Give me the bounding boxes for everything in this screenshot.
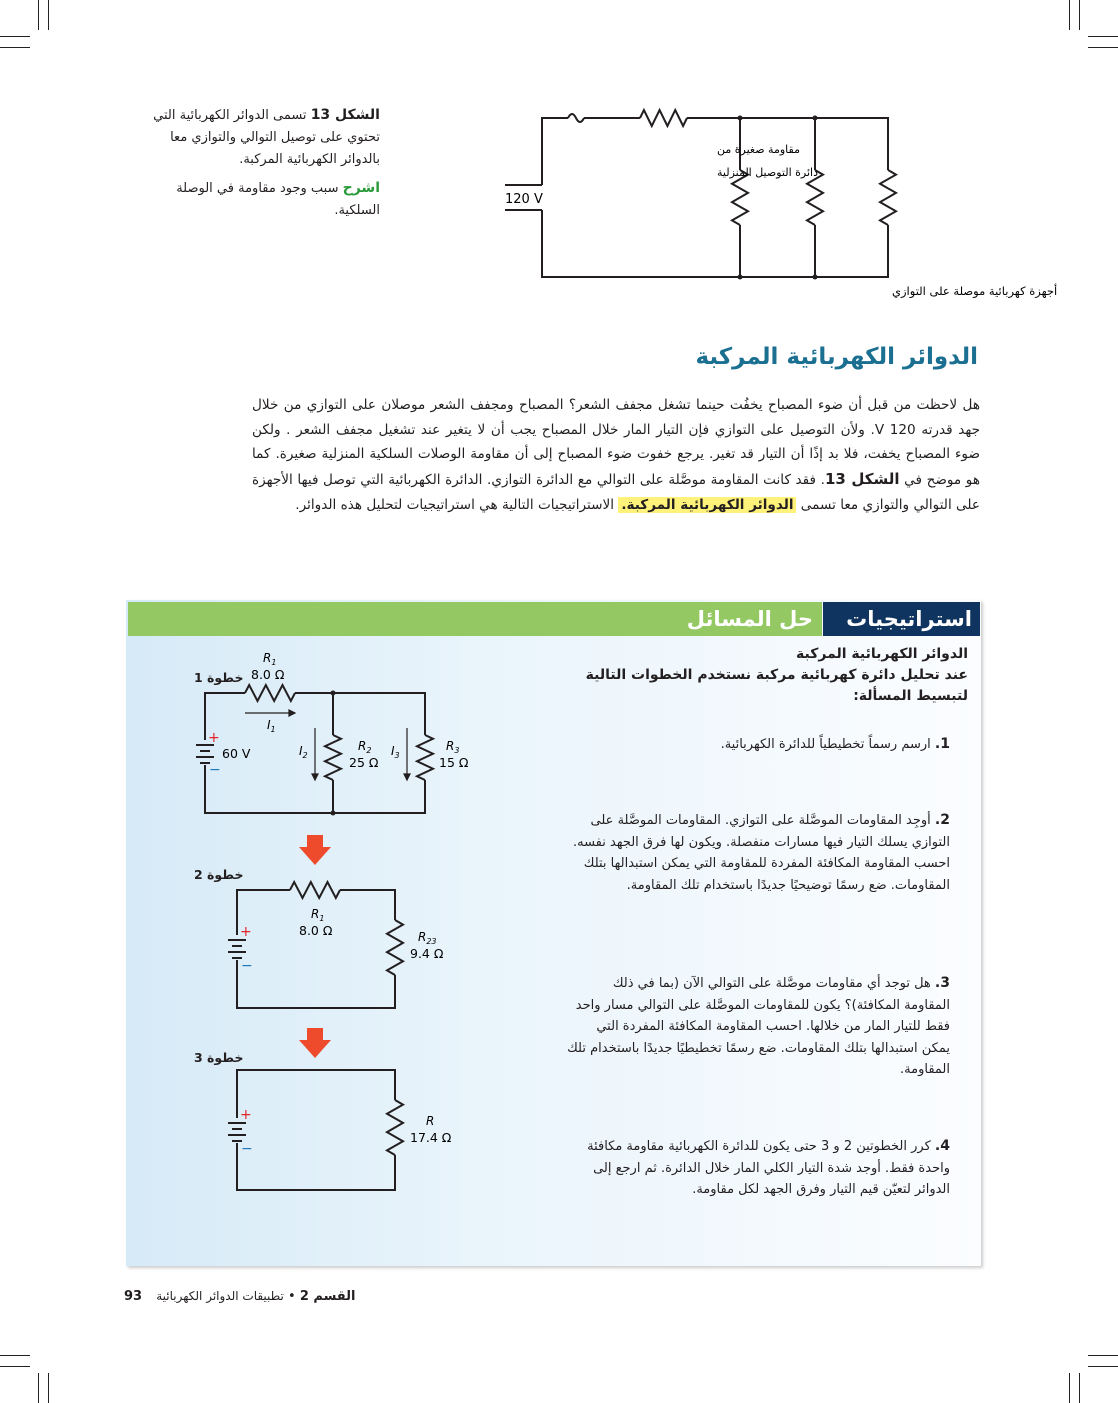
minus-sign: − <box>241 1141 253 1157</box>
battery-icon <box>196 745 214 763</box>
figure-reference: الشكل 13 <box>824 470 900 489</box>
down-arrow-icon <box>299 835 331 865</box>
explain-label: اشرح <box>342 180 380 196</box>
voltage-label: 120 V <box>505 192 543 207</box>
paragraph-text: هل لاحظت من قبل أن ضوء المصباح يخفُت حينما تشغل مجفف الشعر؟ المصباح ومجفف الشعر موصلان على التوازي من خلال جهد قدرته 120 V. ولأن التوصيل على التوازي فإن التيار المار خلال المصباح يجب أن لا يتغير عند تشغيل مجفف الشعر . ولكن ضوء المصباح يخفت، فلا بد إذًا أن التيار قد تغير. يرجع خفوت ضوء المصباح إلى أن مقاومة الوصلات السلكية المنزلية صغيرة. كما هو موضح في <box>252 397 981 489</box>
r3-value: 15 Ω <box>439 755 469 770</box>
resistor-r3-icon <box>417 735 433 780</box>
step3-circuit <box>228 1070 403 1190</box>
i2-symbol: $I_2$ <box>299 744 308 760</box>
i3-symbol: $I_3$ <box>391 744 400 760</box>
wire-resistance-label: دائرة التوصيل المنزلية <box>717 166 818 179</box>
strategies-title: الدوائر الكهربائية المركبة <box>796 646 968 662</box>
paragraph-text: . فقد كانت المقاومة موصَّلة على التوالي مع الدائرة التوازي. الدائرة الكهربائية التي توصل فيها الأجهزة على التوالي والتوازي معا تسمى <box>252 472 980 513</box>
resistor-r-icon <box>387 1100 403 1155</box>
r1-symbol: $R_1$ <box>311 907 325 923</box>
step-number: 2. <box>934 812 950 828</box>
i1-symbol: $I_1$ <box>267 718 276 734</box>
step-number: 3. <box>934 975 950 991</box>
r2-value: 25 Ω <box>349 755 379 770</box>
page-number: 93 <box>124 1289 143 1304</box>
step-text: هل توجد أي مقاومات موصَّلة على التوالي الآن (بما في ذلك المقاومة المكافئة)؟ يكون للمقاومات الموصَّلة على التوالي مسار واحد فقط للتيار المار من خلالها. احسب المقاومة المكافئة المفردة التي يمكن استبدالها بتلك المقاومات. ضع رسمًا تخطيطيًا جديدًا باستخدام تلك المقاومة. <box>567 976 950 1077</box>
step-number: 4. <box>934 1138 950 1154</box>
r-symbol: R <box>426 1114 435 1128</box>
step-number: 1. <box>934 736 950 752</box>
r23-symbol: $R_{23}$ <box>418 930 437 946</box>
band-title-strategies: استراتيجيات <box>846 607 972 631</box>
r1-symbol: $R_1$ <box>263 651 277 667</box>
resistor-r2-icon <box>325 735 341 780</box>
step2-label: خطوة 2 <box>194 867 244 882</box>
paragraph-text: الاستراتيجيات التالية هي استراتيجيات لتحليل هذه الدوائر. <box>295 496 619 513</box>
plus-sign: + <box>240 1107 252 1123</box>
band-title-problem-solving: حل المسائل <box>686 607 813 631</box>
resistor-r1-icon <box>290 882 340 898</box>
step2-circuit <box>228 882 403 1008</box>
strategies-intro: عند تحليل دائرة كهربائية مركبة نستخدم الخطوات التالية لتبسيط المسألة: <box>585 667 968 704</box>
step1-label: خطوة 1 <box>194 670 244 685</box>
step3-label: خطوة 3 <box>194 1050 244 1065</box>
r3-symbol: $R_3$ <box>446 739 460 755</box>
footer-bullet: • <box>288 1289 296 1304</box>
battery-voltage: 60 V <box>222 746 251 761</box>
resistor-r1-icon <box>245 685 295 701</box>
step-text: ارسم رسماً تخطيطياً للدائرة الكهربائية. <box>720 737 935 752</box>
battery-icon <box>228 1123 246 1141</box>
down-arrow-icon <box>299 1028 331 1058</box>
page-footer <box>124 1289 356 1304</box>
key-term-highlight: الدوائر الكهربائية المركبة. <box>618 497 796 513</box>
section-title: الدوائر الكهربائية المركبة <box>695 344 978 370</box>
step-text: كرر الخطوتين 2 و 3 حتى يكون للدائرة الكهربائية مقاومة مكافئة واحدة فقط. أوجد شدة التيار الكلي المار خلال الدائرة. ثم ارجع إلى الدوائر لتعيّن قيم التيار وفرق الجهد لكل مقاومة. <box>587 1139 950 1197</box>
resistor-r23-icon <box>387 920 403 975</box>
caption-body: تسمى الدوائر الكهربائية التي تحتوي على توصيل التوالي والتوازي معا بالدوائر الكهربائية المركبة. <box>153 108 380 167</box>
plus-sign: + <box>240 924 252 940</box>
r2-symbol: $R_2$ <box>358 739 372 755</box>
minus-sign: − <box>241 958 253 974</box>
step-text: أوجِد المقاومات الموصَّلة على التوازي. المقاومات الموصَّلة على التوازي يسلك التيار فيها مسارات منفصلة. ويكون لها فرق الجهد نفسه. احسب المقاومة المكافئة المفردة للمقاومة التي يمكن استبدالها بتلك المقاومات. ضع رسمًا توضيحيًا جديدًا باستخدام تلك المقاومة. <box>572 813 950 893</box>
footer-chapter: تطبيقات الدوائر الكهربائية <box>156 1289 284 1303</box>
footer-section: القسم 2 <box>299 1289 356 1304</box>
caption-label: الشكل 13 <box>310 107 380 123</box>
minus-sign: − <box>209 762 221 778</box>
r-value: 17.4 Ω <box>410 1130 452 1145</box>
parallel-devices-label: أجهزة كهربائية موصلة على التوازي <box>892 284 1058 298</box>
plus-sign: + <box>208 730 220 746</box>
wire <box>237 1070 395 1190</box>
wire-resistance-label: مقاومة صغيرة من <box>717 143 800 156</box>
r1-value: 8.0 Ω <box>299 923 333 938</box>
battery-icon <box>228 940 246 958</box>
r1-value: 8.0 Ω <box>251 667 285 682</box>
explain-body: سبب وجود مقاومة في الوصلة السلكية. <box>176 181 380 218</box>
r23-value: 9.4 Ω <box>410 946 444 961</box>
